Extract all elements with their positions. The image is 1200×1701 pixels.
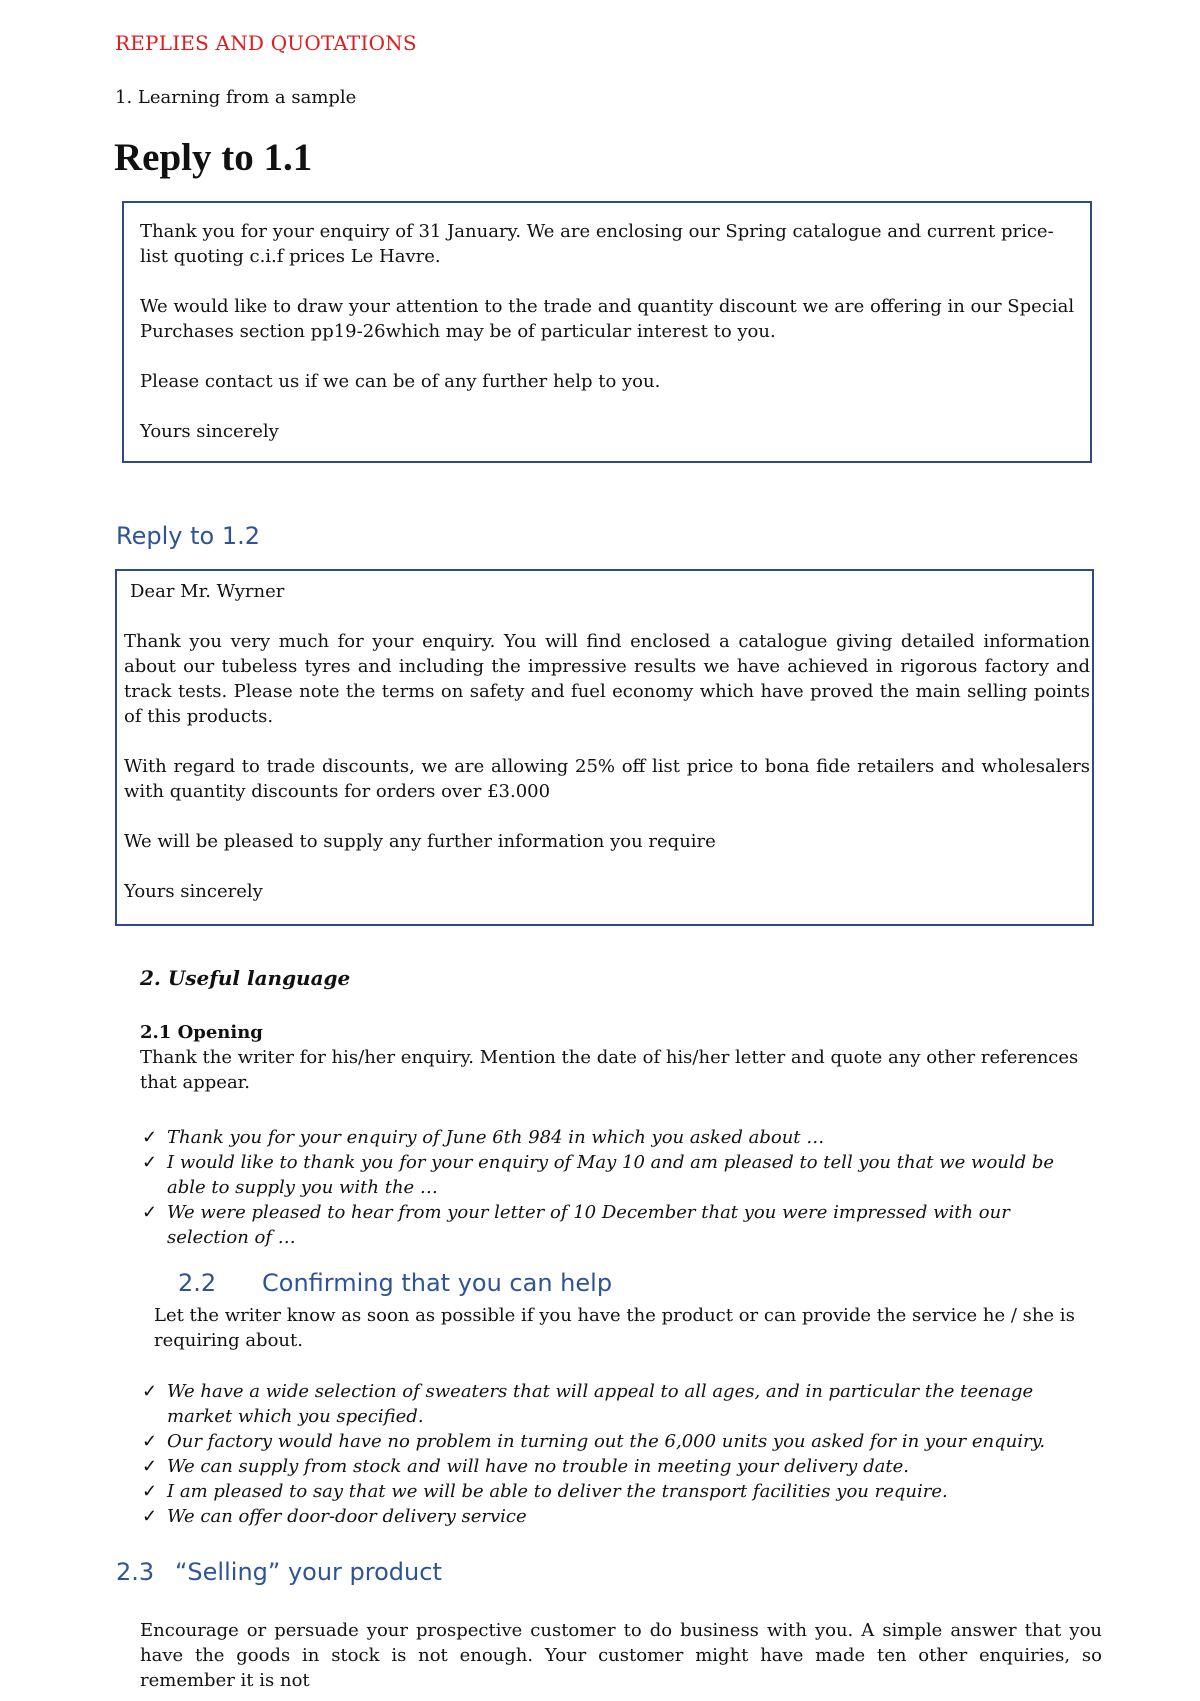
selling-number: 2.3 bbox=[116, 1558, 155, 1586]
check-icon: ✓ bbox=[142, 1456, 158, 1477]
check-icon: ✓ bbox=[142, 1431, 158, 1452]
document-title: REPLIES AND QUOTATIONS bbox=[115, 31, 417, 55]
list-item: ✓ We have a wide selection of sweaters that will appeal to all ages, and in particular the teenage market which you specified. bbox=[142, 1381, 1034, 1427]
check-icon: ✓ bbox=[142, 1506, 158, 1527]
opening-subheading: 2.1 Opening bbox=[140, 1022, 263, 1043]
confirming-phrases-list bbox=[142, 1379, 1092, 1529]
reply-1-1-paragraph: Thank you for your enquiry of 31 January. We are enclosing our Spring catalogue and current price- list quoting c.i.f prices Le Havre. bbox=[140, 221, 1054, 267]
opening-description: Thank the writer for his/her enquiry. Mention the date of his/her letter and quote any other references that appear. bbox=[140, 1047, 1079, 1093]
reply-1-2-paragraph: Thank you very much for your enquiry. You will find enclosed a catalogue giving detailed information about our tubeless tyres and including the impressive results we have achieved in rigorous factory and track tests. Please note the terms on safety and fuel economy which have proved the main selling points of this products. bbox=[124, 631, 1090, 727]
check-icon: ✓ bbox=[142, 1481, 158, 1502]
check-icon: ✓ bbox=[142, 1202, 158, 1223]
section-label: 1. Learning from a sample bbox=[115, 87, 357, 108]
confirming-heading: Confirming that you can help bbox=[262, 1269, 613, 1297]
reply-1-1-closing: Yours sincerely bbox=[140, 421, 279, 442]
reply-1-2-heading: Reply to 1.2 bbox=[116, 522, 260, 550]
reply-1-2-paragraph: We will be pleased to supply any further information you require bbox=[124, 831, 716, 852]
reply-1-2-salutation: Dear Mr. Wyrner bbox=[130, 581, 285, 602]
selling-description: Encourage or persuade your prospective customer to do business with you. A simple answer that you have the goods in stock is not enough. Your customer might have made ten other enquiries, so remember it is not bbox=[140, 1620, 1102, 1691]
reply-1-2-paragraph: With regard to trade discounts, we are allowing 25% off list price to bona fide retailers and wholesalers with quantity discounts for orders over £3.000 bbox=[124, 756, 1090, 802]
list-item: ✓ We can offer door-door delivery service bbox=[142, 1506, 527, 1527]
check-icon: ✓ bbox=[142, 1381, 158, 1402]
list-item: ✓ I would like to thank you for your enquiry of May 10 and am pleased to tell you that we would be able to supply you with the … bbox=[142, 1152, 1055, 1198]
reply-1-1-heading: Reply to 1.1 bbox=[114, 136, 313, 179]
reply-1-1-paragraph: We would like to draw your attention to the trade and quantity discount we are offering in our Special Purchases section pp19-26which may be of particular interest to you. bbox=[140, 296, 1075, 342]
reply-1-1-letter-box bbox=[122, 201, 1092, 463]
reply-1-2-closing: Yours sincerely bbox=[124, 881, 263, 902]
list-item: ✓ Our factory would have no problem in turning out the 6,000 units you asked for in your enquiry. bbox=[142, 1431, 1046, 1452]
list-item: ✓ We were pleased to hear from your letter of 10 December that you were impressed with our selection of … bbox=[142, 1202, 1010, 1248]
list-item: ✓ I am pleased to say that we will be able to deliver the transport facilities you require. bbox=[142, 1481, 948, 1502]
confirming-number: 2.2 bbox=[178, 1269, 217, 1297]
reply-1-1-paragraph: Please contact us if we can be of any further help to you. bbox=[140, 371, 661, 392]
check-icon: ✓ bbox=[142, 1152, 158, 1173]
reply-1-2-letter-box bbox=[115, 569, 1094, 926]
selling-heading: “Selling” your product bbox=[175, 1558, 442, 1586]
check-icon: ✓ bbox=[142, 1127, 158, 1148]
opening-phrases-list bbox=[142, 1125, 1092, 1250]
list-item: ✓ Thank you for your enquiry of June 6th 984 in which you asked about … bbox=[142, 1127, 825, 1148]
confirming-description: Let the writer know as soon as possible if you have the product or can provide the service he / she is requiring about. bbox=[154, 1305, 1075, 1351]
list-item: ✓ We can supply from stock and will have no trouble in meeting your delivery date. bbox=[142, 1456, 909, 1477]
useful-language-heading: 2. Useful language bbox=[140, 966, 351, 990]
